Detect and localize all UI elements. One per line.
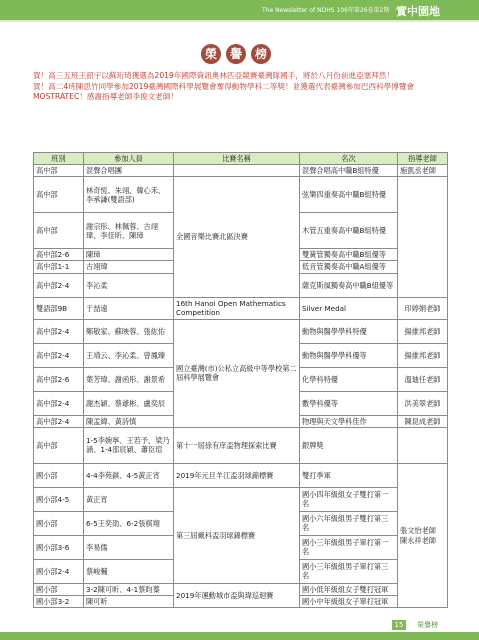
cell-members: 謝杰穎、蔡爺彬、盧奕辰: [84, 391, 174, 415]
cell-members: 王靖云、李沁柔、曾鳳臻: [84, 343, 174, 367]
cell-class: 國小部2-4: [34, 559, 84, 583]
cell-members: 于喆遠: [84, 297, 174, 319]
cell-class: 高中部2-6: [34, 249, 84, 261]
cell-teacher: 張文怡老師 陳永祥老師: [398, 463, 448, 607]
honor-table: [33, 152, 448, 608]
cell-place: 雙簧管獨奏高中職B組優等: [300, 249, 398, 261]
cell-class: 高中部1-1: [34, 261, 84, 273]
cell-place: 動物與醫學學科特優: [300, 319, 398, 343]
cell-place: Silver Medal: [300, 297, 398, 319]
col-header: 比賽名稱: [174, 153, 300, 165]
title-char: 榜: [251, 44, 271, 64]
cell-class: 高中部: [34, 213, 84, 249]
title-char: 譽: [226, 44, 246, 64]
cell-place: 動物與醫學學科優等: [300, 343, 398, 367]
cell-class: 高中部2-6: [34, 367, 84, 391]
intro-line: 賀！高二4班陳思竹同學參加2019臺灣國際科學展覽會奪得動物學科二等獎！並獲選代表臺灣參加巴西科學博覽會MOSTRATEC！感謝指導老師李俊文老師！: [33, 81, 415, 102]
cell-class: 雙語部9B: [34, 297, 84, 319]
cell-members: 混聲合唱團: [84, 165, 174, 177]
cell-place: 木管五重奏高中職B組特優: [300, 213, 398, 249]
title-char: 榮: [201, 44, 221, 64]
cell-members: 蔡峻輔: [84, 559, 174, 583]
cell-members: 陳璋: [84, 249, 174, 261]
cell-teacher: 洪美翠老師: [398, 391, 448, 415]
cell-place: 混聲合唱高中職B組特優: [300, 165, 398, 177]
cell-members: 黃正宵: [84, 487, 174, 511]
cell-teacher: 陳昆成老師: [398, 415, 448, 427]
cell-teacher: 揚維邦老師: [398, 343, 448, 367]
cell-competition: 第十一屆徐有庠盃物理探索比賽: [174, 427, 300, 463]
cell-members: 陳孟緯、黃詩慎: [84, 415, 174, 427]
table-row: [34, 427, 448, 463]
cell-class: 國小部: [34, 583, 84, 595]
cell-place: 數學科優等: [300, 391, 398, 415]
cell-class: 高中部2-4: [34, 415, 84, 427]
table-row: [34, 297, 448, 319]
cell-place: 薩克斯風獨奏高中職B組優等: [300, 273, 398, 297]
cell-place: 國小低年級組女子雙打冠軍: [300, 583, 398, 595]
cell-class: 高中部2-4: [34, 391, 84, 415]
table-row: [34, 177, 448, 213]
section-title: 實中園地: [396, 5, 440, 18]
table-header-row: [34, 153, 448, 165]
cell-competition: [174, 165, 300, 177]
newsletter-meta: The Newsletter of NDHS 106年第26卷第2期: [262, 7, 390, 14]
cell-place: 銀牌獎: [300, 427, 398, 463]
page-number: 15: [392, 620, 406, 630]
cell-class: 高中部: [34, 427, 84, 463]
cell-class: 高中部2-4: [34, 273, 84, 297]
cell-competition: 16th Hanoi Open Mathematics Competition: [174, 297, 300, 319]
cell-teacher: [398, 427, 448, 463]
cell-place: 國小三年級組男子單打第一名: [300, 535, 398, 559]
intro-text: [33, 71, 451, 103]
cell-class: 國小部3-6: [34, 535, 84, 559]
cell-competition: 2019年運動城市盃與瑋巡迴賽: [174, 583, 300, 607]
cell-class: 國小部3-2: [34, 596, 84, 608]
cell-competition: 國立臺灣(市)公私立高級中等學校第二屆科學展覽會: [174, 319, 300, 427]
table-row: [34, 319, 448, 343]
cell-teacher: 施凱丞老師: [398, 165, 448, 177]
cell-class: 國小部: [34, 463, 84, 487]
cell-members: 謝宗彤、林佩蓉、古翊瑋、李佳昕、陳璋: [84, 213, 174, 249]
table-row: [34, 583, 448, 595]
cell-competition: 全國音樂比賽北區決賽: [174, 177, 300, 297]
cell-competition: 2019年元旦羊江盃羽球錦標賽: [174, 463, 300, 487]
cell-class: 高中部2-4: [34, 343, 84, 367]
col-header: 指導老師: [398, 153, 448, 165]
cell-class: 高中部2-4: [34, 319, 84, 343]
header-divider: [0, 20, 479, 22]
page-footer: [392, 614, 438, 633]
cell-members: 陳可昕: [84, 596, 174, 608]
cell-class: 高中部: [34, 165, 84, 177]
cell-teacher: 溫廸任老師: [398, 367, 448, 391]
honor-roll-title: [0, 44, 479, 66]
cell-members: 葉芳瑋、謝函彤、謝景希: [84, 367, 174, 391]
cell-class: 高中部: [34, 177, 84, 213]
cell-members: 3-2陳可昕、4-1蔡昀蓁: [84, 583, 174, 595]
cell-place: 國小中年級組女子單打冠軍: [300, 596, 398, 608]
intro-line: 賀！高三五班王韶宇以蘇珩琦獲選為2019年國際資訊奧林匹亞競賽臺灣隊國手，將於八月份前進亞塞拜然！: [33, 71, 395, 80]
col-header: 參加人員: [84, 153, 174, 165]
cell-members: 4-4李苑錤、4-5黃正宵: [84, 463, 174, 487]
cell-teacher: 揚維邦老師: [398, 319, 448, 343]
cell-place: 低音管獨奏高中職A組優等: [300, 261, 398, 273]
footer-bar: [0, 632, 479, 640]
cell-members: 鄭敬家、蘇映蓉、張紘佑: [84, 319, 174, 343]
col-header: 班別: [34, 153, 84, 165]
col-header: 名次: [300, 153, 398, 165]
cell-place: 國小三年級組男子單打第三名: [300, 559, 398, 583]
cell-place: 雙打季軍: [300, 463, 398, 487]
cell-place: 弦樂四重奏高中職B組特優: [300, 177, 398, 213]
cell-members: 林奇恆、朱翊、韓心禾、李承謙(雙語部): [84, 177, 174, 213]
table-row: [34, 165, 448, 177]
cell-members: 6-5王奕劭、6-2張棋翔: [84, 511, 174, 535]
cell-place: 國小六年級組男子雙打第三名: [300, 511, 398, 535]
cell-members: 李易儒: [84, 535, 174, 559]
cell-teacher: [398, 177, 448, 297]
cell-members: 1-5李婉寧、王若予、梁乃涵、1-4邵宸穎、蕭臣瑄: [84, 427, 174, 463]
cell-competition: 第三屆戴科盃羽球錦標賽: [174, 487, 300, 583]
table-row: [34, 487, 448, 511]
cell-members: 古翊瑋: [84, 261, 174, 273]
cell-class: 國小部: [34, 511, 84, 535]
cell-teacher: 印婷娟老師: [398, 297, 448, 319]
cell-members: 李沁柔: [84, 273, 174, 297]
table-row: [34, 463, 448, 487]
cell-place: 化學科特優: [300, 367, 398, 391]
cell-class: 國小部4-5: [34, 487, 84, 511]
page-header-bar: [0, 0, 479, 20]
footer-label: 榮譽榜: [417, 620, 439, 629]
cell-place: 物理與天文學科佳作: [300, 415, 398, 427]
cell-place: 國小四年級組女子雙打第一名: [300, 487, 398, 511]
